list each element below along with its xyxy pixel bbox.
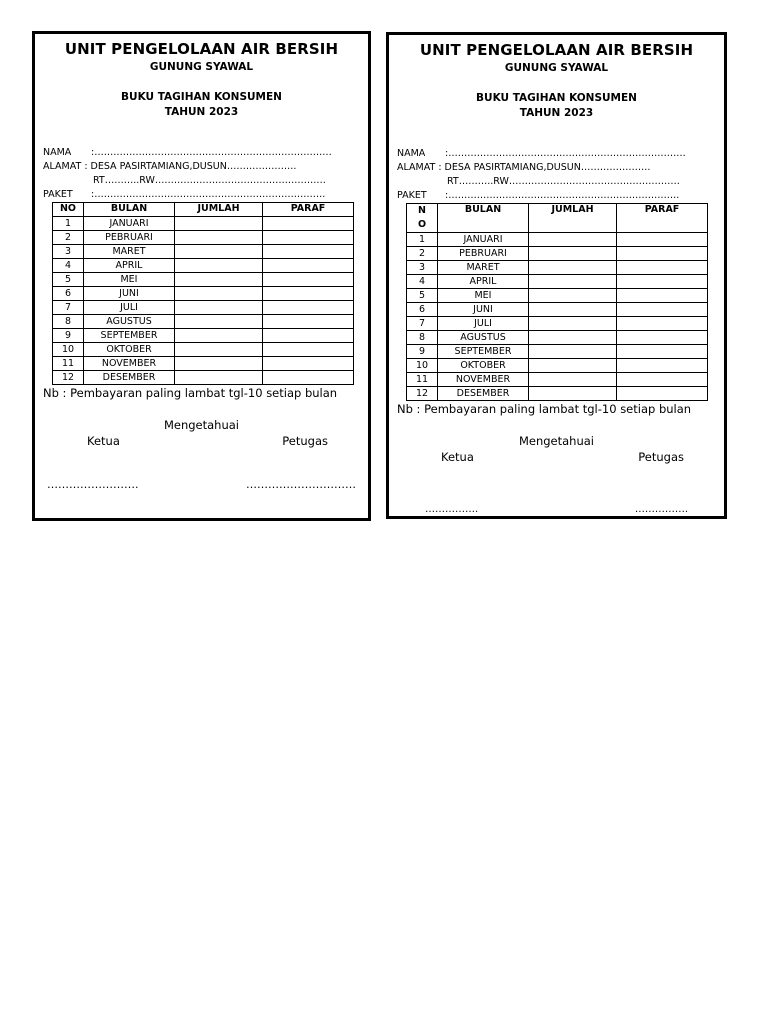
col-header-bulan: BULAN — [438, 204, 529, 233]
col-header-jumlah: JUMLAH — [175, 203, 263, 217]
card-subtitle: GUNUNG SYAWAL — [149, 61, 254, 73]
table-row — [53, 329, 354, 343]
customer-info — [397, 147, 724, 203]
petugas-label: Petugas — [282, 434, 328, 448]
month-name: APRIL — [84, 259, 175, 273]
month-no: 3 — [407, 261, 438, 275]
paket-field: :………………………………………………………………. — [91, 189, 326, 200]
paraf-cell — [263, 259, 354, 273]
table-row — [53, 287, 354, 301]
paraf-cell — [263, 315, 354, 329]
month-no: 9 — [53, 329, 84, 343]
paraf-cell — [617, 359, 708, 373]
month-no: 12 — [407, 387, 438, 401]
petugas-label: Petugas — [638, 450, 684, 464]
card-title: UNIT PENGELOLAAN AIR BERSIH — [64, 40, 339, 58]
jumlah-cell — [175, 287, 263, 301]
table-row — [53, 259, 354, 273]
month-name: DESEMBER — [84, 371, 175, 385]
paraf-cell — [617, 317, 708, 331]
month-name: JULI — [438, 317, 529, 331]
paraf-cell — [263, 371, 354, 385]
year-label: TAHUN 2023 — [164, 106, 239, 118]
month-no: 10 — [407, 359, 438, 373]
table-row — [53, 231, 354, 245]
jumlah-cell — [175, 245, 263, 259]
alamat-field: : DESA PASIRTAMIANG,DUSUN…………………. — [438, 162, 651, 173]
jumlah-cell — [529, 331, 617, 345]
month-name: MARET — [84, 245, 175, 259]
month-name: APRIL — [438, 275, 529, 289]
jumlah-cell — [175, 357, 263, 371]
month-name: OKTOBER — [84, 343, 175, 357]
month-no: 5 — [53, 273, 84, 287]
table-row — [407, 275, 708, 289]
table-row — [407, 233, 708, 247]
paraf-cell — [263, 217, 354, 231]
alamat-label: ALAMAT — [43, 161, 82, 172]
petugas-signature-line: ……………. — [634, 504, 688, 515]
paraf-cell — [617, 261, 708, 275]
mengetahui-label: Mengetahuai — [163, 418, 240, 432]
billing-table — [52, 202, 354, 385]
table-row — [407, 373, 708, 387]
col-header-no: NO — [53, 203, 84, 217]
month-name: NOVEMBER — [438, 373, 529, 387]
paket-label: PAKET — [43, 189, 73, 200]
table-row — [407, 261, 708, 275]
nama-label: NAMA — [43, 147, 72, 158]
table-row — [53, 217, 354, 231]
jumlah-cell — [529, 247, 617, 261]
month-name: AGUSTUS — [438, 331, 529, 345]
paraf-cell — [617, 373, 708, 387]
month-name: MEI — [438, 289, 529, 303]
month-no: 11 — [407, 373, 438, 387]
month-name: AGUSTUS — [84, 315, 175, 329]
month-name: PEBRUARI — [438, 247, 529, 261]
mengetahui-label: Mengetahuai — [518, 434, 595, 448]
month-name: PEBRUARI — [84, 231, 175, 245]
month-name: SEPTEMBER — [438, 345, 529, 359]
jumlah-cell — [529, 359, 617, 373]
month-name: MEI — [84, 273, 175, 287]
month-name: DESEMBER — [438, 387, 529, 401]
paraf-cell — [617, 331, 708, 345]
paraf-cell — [263, 301, 354, 315]
ketua-signature-line: ……………. — [425, 504, 479, 515]
card-title: UNIT PENGELOLAAN AIR BERSIH — [419, 41, 694, 59]
month-name: MARET — [438, 261, 529, 275]
paraf-cell — [263, 343, 354, 357]
jumlah-cell — [529, 275, 617, 289]
jumlah-cell — [529, 303, 617, 317]
payment-note: Nb : Pembayaran paling lambat tgl-10 setiap bulan — [397, 402, 692, 416]
nama-field: :………………………………………………………………… — [445, 148, 686, 159]
month-no: 11 — [53, 357, 84, 371]
paraf-cell — [617, 233, 708, 247]
jumlah-cell — [529, 345, 617, 359]
table-row — [407, 331, 708, 345]
month-name: SEPTEMBER — [84, 329, 175, 343]
jumlah-cell — [529, 289, 617, 303]
tagihan-card-left — [32, 31, 371, 521]
paraf-cell — [263, 357, 354, 371]
month-no: 12 — [53, 371, 84, 385]
month-no: 8 — [53, 315, 84, 329]
jumlah-cell — [529, 373, 617, 387]
table-row — [407, 247, 708, 261]
col-header-paraf: PARAF — [617, 204, 708, 233]
jumlah-cell — [529, 317, 617, 331]
billing-table — [406, 203, 708, 401]
table-row — [407, 317, 708, 331]
jumlah-cell — [175, 371, 263, 385]
col-header-bulan: BULAN — [84, 203, 175, 217]
month-name: JUNI — [438, 303, 529, 317]
month-name: JANUARI — [438, 233, 529, 247]
month-no: 1 — [407, 233, 438, 247]
nama-field: :………………………………………………………………… — [91, 147, 332, 158]
col-header-paraf: PARAF — [263, 203, 354, 217]
paraf-cell — [263, 231, 354, 245]
month-no: 8 — [407, 331, 438, 345]
table-row — [407, 303, 708, 317]
table-row — [53, 315, 354, 329]
month-no: 9 — [407, 345, 438, 359]
jumlah-cell — [175, 259, 263, 273]
table-row — [53, 343, 354, 357]
table-row — [407, 289, 708, 303]
month-no: 1 — [53, 217, 84, 231]
paraf-cell — [617, 303, 708, 317]
jumlah-cell — [175, 273, 263, 287]
month-name: JUNI — [84, 287, 175, 301]
month-no: 2 — [407, 247, 438, 261]
paket-label: PAKET — [397, 190, 427, 201]
month-no: 6 — [407, 303, 438, 317]
book-title: BUKU TAGIHAN KONSUMEN — [476, 92, 637, 104]
alamat-field: : DESA PASIRTAMIANG,DUSUN…………………. — [84, 161, 297, 172]
card-subtitle: GUNUNG SYAWAL — [504, 62, 609, 74]
month-no: 7 — [407, 317, 438, 331]
table-row — [53, 245, 354, 259]
table-row — [53, 357, 354, 371]
jumlah-cell — [529, 261, 617, 275]
month-no: 3 — [53, 245, 84, 259]
month-no: 5 — [407, 289, 438, 303]
ketua-label: Ketua — [441, 450, 474, 464]
table-row — [53, 273, 354, 287]
ketua-label: Ketua — [87, 434, 120, 448]
month-name: JULI — [84, 301, 175, 315]
alamat-label: ALAMAT — [397, 162, 436, 173]
jumlah-cell — [529, 233, 617, 247]
month-no: 2 — [53, 231, 84, 245]
tagihan-card-right — [386, 32, 727, 519]
ketua-signature-line: ……………………. — [47, 478, 139, 491]
paraf-cell — [617, 345, 708, 359]
paraf-cell — [263, 273, 354, 287]
month-name: OKTOBER — [438, 359, 529, 373]
table-row — [407, 387, 708, 401]
paraf-cell — [617, 247, 708, 261]
paraf-cell — [263, 329, 354, 343]
jumlah-cell — [175, 231, 263, 245]
month-no: 4 — [53, 259, 84, 273]
table-row — [407, 359, 708, 373]
month-no: 4 — [407, 275, 438, 289]
paraf-cell — [617, 289, 708, 303]
table-row — [53, 371, 354, 385]
jumlah-cell — [175, 301, 263, 315]
customer-info — [43, 146, 368, 202]
month-no: 7 — [53, 301, 84, 315]
month-no: 10 — [53, 343, 84, 357]
book-title: BUKU TAGIHAN KONSUMEN — [121, 91, 282, 103]
jumlah-cell — [175, 315, 263, 329]
jumlah-cell — [175, 217, 263, 231]
col-header-no: NO — [407, 204, 438, 233]
col-header-jumlah: JUMLAH — [529, 204, 617, 233]
jumlah-cell — [175, 343, 263, 357]
rt-rw-field: RT………..RW……………………………………………… — [447, 176, 680, 187]
month-no: 6 — [53, 287, 84, 301]
petugas-signature-line: ………………………… — [246, 478, 356, 491]
rt-rw-field: RT………..RW……………………………………………… — [93, 175, 326, 186]
table-row — [53, 301, 354, 315]
year-label: TAHUN 2023 — [519, 107, 594, 119]
paraf-cell — [263, 287, 354, 301]
paket-field: :………………………………………………………………. — [445, 190, 680, 201]
month-name: JANUARI — [84, 217, 175, 231]
payment-note: Nb : Pembayaran paling lambat tgl-10 setiap bulan — [43, 386, 338, 400]
month-name: NOVEMBER — [84, 357, 175, 371]
table-row — [407, 345, 708, 359]
jumlah-cell — [175, 329, 263, 343]
paraf-cell — [617, 387, 708, 401]
paraf-cell — [263, 245, 354, 259]
nama-label: NAMA — [397, 148, 426, 159]
jumlah-cell — [529, 387, 617, 401]
paraf-cell — [617, 275, 708, 289]
